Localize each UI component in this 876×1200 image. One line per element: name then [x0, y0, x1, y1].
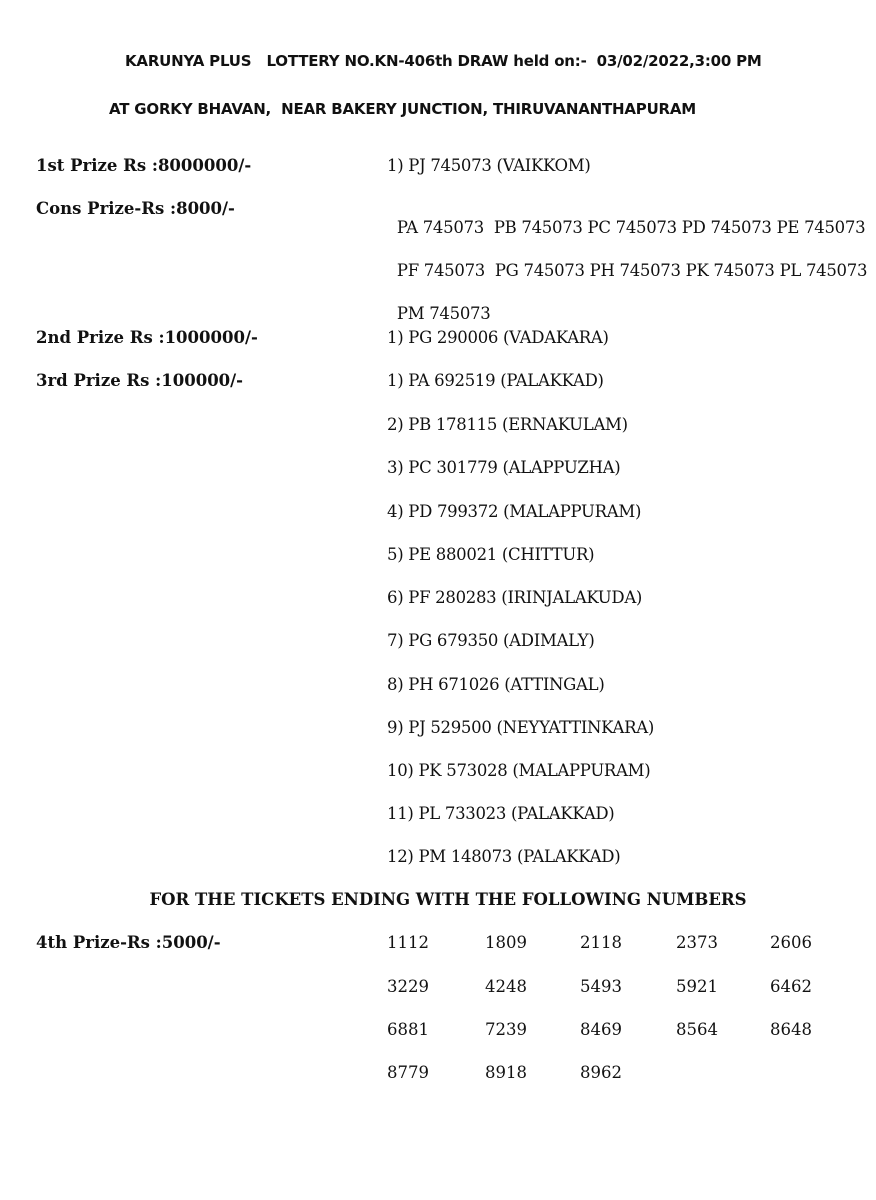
- ending-number: 7239: [485, 1020, 527, 1039]
- ending-number: 8962: [580, 1063, 622, 1082]
- ending-number: 8469: [580, 1020, 622, 1039]
- draw-title: KARUNYA PLUS LOTTERY NO.KN-406th DRAW held on:- 03/02/2022,3:00 PM: [125, 52, 762, 70]
- first-prize-winner: 1) PJ 745073 (VAIKKOM): [387, 156, 591, 175]
- cons-prize-line: [387, 285, 490, 323]
- cons-ticket: PH 745073: [589, 261, 681, 280]
- third-prize-winner: 8) PH 671026 (ATTINGAL): [387, 675, 605, 694]
- ending-number: 8779: [387, 1063, 429, 1082]
- third-prize-winner: 5) PE 880021 (CHITTUR): [387, 545, 595, 564]
- ending-number: 6881: [387, 1020, 429, 1039]
- draw-venue: AT GORKY BHAVAN, NEAR BAKERY JUNCTION, THIRUVANANTHAPURAM: [109, 100, 697, 118]
- third-prize-winner: 12) PM 148073 (PALAKKAD): [387, 847, 621, 866]
- cons-ticket: PE 745073: [776, 218, 866, 237]
- third-prize-winner: 3) PC 301779 (ALAPPUZHA): [387, 458, 621, 477]
- third-prize-winner: 11) PL 733023 (PALAKKAD): [387, 804, 615, 823]
- third-prize-winner: 9) PJ 529500 (NEYYATTINKARA): [387, 718, 655, 737]
- ending-number: 8648: [770, 1020, 812, 1039]
- ending-number: 6462: [770, 977, 812, 996]
- second-prize-label: 2nd Prize Rs :1000000/-: [36, 328, 258, 347]
- cons-ticket: PD 745073: [681, 218, 772, 237]
- ending-numbers-heading: FOR THE TICKETS ENDING WITH THE FOLLOWING NUMBERS: [149, 890, 747, 909]
- cons-ticket: PM 745073: [396, 304, 491, 323]
- third-prize-winner: 10) PK 573028 (MALAPPURAM): [387, 761, 651, 780]
- third-prize-winner: 6) PF 280283 (IRINJALAKUDA): [387, 588, 643, 607]
- ending-number: 8918: [485, 1063, 527, 1082]
- fourth-prize-label: 4th Prize-Rs :5000/-: [36, 933, 221, 952]
- ending-number: 8564: [676, 1020, 718, 1039]
- third-prize-label: 3rd Prize Rs :100000/-: [36, 371, 244, 390]
- ending-number: 3229: [387, 977, 429, 996]
- cons-ticket: PC 745073: [587, 218, 677, 237]
- third-prize-winner: 1) PA 692519 (PALAKKAD): [387, 371, 604, 390]
- third-prize-winner: 2) PB 178115 (ERNAKULAM): [387, 415, 628, 434]
- ending-number: 5493: [580, 977, 622, 996]
- cons-ticket: PF 745073: [396, 261, 485, 280]
- cons-ticket: PB 745073: [493, 218, 583, 237]
- cons-prize-line: [387, 199, 865, 237]
- cons-ticket: PL 745073: [779, 261, 868, 280]
- third-prize-winner: 4) PD 799372 (MALAPPURAM): [387, 502, 642, 521]
- ending-number: 5921: [676, 977, 718, 996]
- second-prize-winner: 1) PG 290006 (VADAKARA): [387, 328, 609, 347]
- ending-number: 2118: [580, 933, 622, 952]
- ending-number: 2606: [770, 933, 812, 952]
- ending-number: 2373: [676, 933, 718, 952]
- cons-ticket: PA 745073: [396, 218, 484, 237]
- third-prize-winner: 7) PG 679350 (ADIMALY): [387, 631, 595, 650]
- ending-number: 4248: [485, 977, 527, 996]
- ending-number: 1809: [485, 933, 527, 952]
- cons-prize-label: Cons Prize-Rs :8000/-: [36, 199, 235, 218]
- cons-ticket: PG 745073: [494, 261, 585, 280]
- cons-prize-line: [387, 242, 867, 280]
- cons-ticket: PK 745073: [685, 261, 775, 280]
- ending-number: 1112: [387, 933, 429, 952]
- first-prize-label: 1st Prize Rs :8000000/-: [36, 156, 252, 175]
